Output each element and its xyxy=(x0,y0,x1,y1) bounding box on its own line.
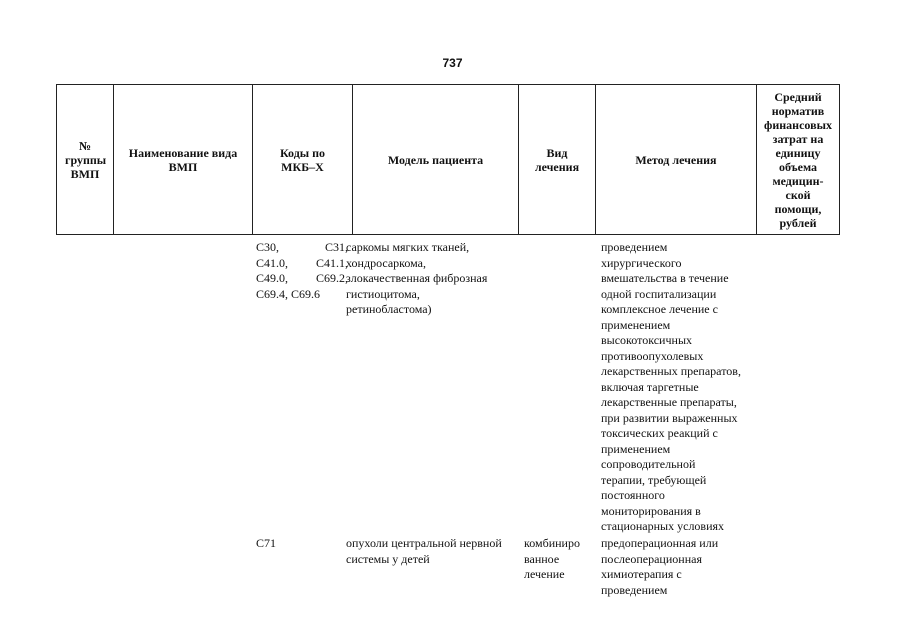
patient-model-line: злокачественная фиброзная xyxy=(346,271,488,285)
method-line: проведением xyxy=(601,582,668,597)
header-method-text: Метод лечения xyxy=(635,152,717,167)
method-line: противоопухолевых xyxy=(601,348,704,363)
method-line: комплексное лечение с xyxy=(601,302,718,316)
code: C49.0, xyxy=(256,271,289,285)
row2-treatment-type xyxy=(524,536,596,583)
patient-model-line: саркомы мягких тканей, xyxy=(346,240,470,254)
avg-cost-line: рублей xyxy=(779,215,817,230)
header-group-no xyxy=(57,85,113,234)
header-vmp-name-text: Наименование вида ВМП xyxy=(128,145,238,174)
patient-model-line: системы у детей xyxy=(346,551,430,566)
patient-model-line: хондросаркома, xyxy=(346,255,426,270)
avg-cost-line: норматив xyxy=(771,103,825,118)
code xyxy=(302,287,348,303)
method-line: лекарственные препараты, xyxy=(601,395,737,409)
row1-method xyxy=(601,240,761,535)
method-line: терапии, требующей xyxy=(601,472,707,487)
avg-cost-line: финансовых xyxy=(764,117,832,132)
patient-model-line: гистиоцитома, xyxy=(346,286,420,301)
avg-cost-line: затрат на xyxy=(772,131,824,146)
row1-codes xyxy=(256,240,348,302)
code: C41.1, xyxy=(315,255,348,270)
avg-cost-line: медицин- xyxy=(772,173,824,188)
method-line: проведением xyxy=(601,240,668,254)
row2-method xyxy=(601,536,761,598)
method-line: химиотерапия с xyxy=(601,567,682,581)
patient-model-line: опухоли центральной нервной xyxy=(346,536,502,550)
method-line: лекарственных препаратов, xyxy=(601,364,741,378)
header-bottom-rule xyxy=(56,234,840,235)
method-line: мониторирования в xyxy=(601,503,701,518)
code: C41.0, xyxy=(256,255,289,270)
row2-codes xyxy=(256,536,348,552)
header-group-no-text: № группы ВМП xyxy=(65,138,107,181)
row1-patient-model xyxy=(346,240,518,318)
code: C31, xyxy=(324,240,348,254)
header-codes-text: Коды по МКБ–Х xyxy=(279,145,326,174)
treatment-type-line: ванное xyxy=(524,551,560,566)
method-line: сопроводительной xyxy=(601,457,696,471)
code: C69.4, C69.6 xyxy=(256,286,321,301)
method-line: применением xyxy=(601,441,671,456)
header-patient-model xyxy=(353,85,518,234)
treatment-type-line: комбиниро xyxy=(524,536,580,550)
avg-cost-line: помощи, xyxy=(774,201,822,216)
code: C69.2, xyxy=(315,271,348,285)
method-line: одной госпитализации xyxy=(601,286,717,301)
header-treatment-type xyxy=(519,85,595,234)
col-rule-7 xyxy=(839,84,840,235)
header-avg-cost xyxy=(757,85,839,234)
avg-cost-line: ской xyxy=(785,187,811,202)
method-line: послеоперационная xyxy=(601,551,702,566)
header-vmp-name xyxy=(114,85,252,234)
header-codes xyxy=(253,85,352,234)
avg-cost-line: Средний xyxy=(774,89,822,104)
page-number: 737 xyxy=(442,56,463,70)
method-line: предоперационная или xyxy=(601,536,719,550)
code: C71 xyxy=(256,536,277,550)
treatment-type-line: лечение xyxy=(524,567,565,581)
method-line: хирургического xyxy=(601,255,682,270)
avg-cost-line: объема xyxy=(778,159,818,174)
header-treatment-type-text: Вид лечения xyxy=(534,145,580,174)
row2-patient-model xyxy=(346,536,518,567)
method-line: высокотоксичных xyxy=(601,333,693,347)
method-line: постоянного xyxy=(601,488,665,502)
header-method xyxy=(596,85,756,234)
method-line: применением xyxy=(601,317,671,332)
method-line: стационарных условиях xyxy=(601,519,725,533)
header-patient-model-text: Модель пациента xyxy=(387,152,484,167)
method-line: токсических реакций с xyxy=(601,426,718,440)
patient-model-line: ретинобластома) xyxy=(346,302,432,316)
avg-cost-line: единицу xyxy=(775,145,821,160)
method-line: вмешательства в течение xyxy=(601,271,729,285)
code: C30, xyxy=(256,240,280,254)
method-line: включая таргетные xyxy=(601,379,699,394)
method-line: при развитии выраженных xyxy=(601,410,738,425)
